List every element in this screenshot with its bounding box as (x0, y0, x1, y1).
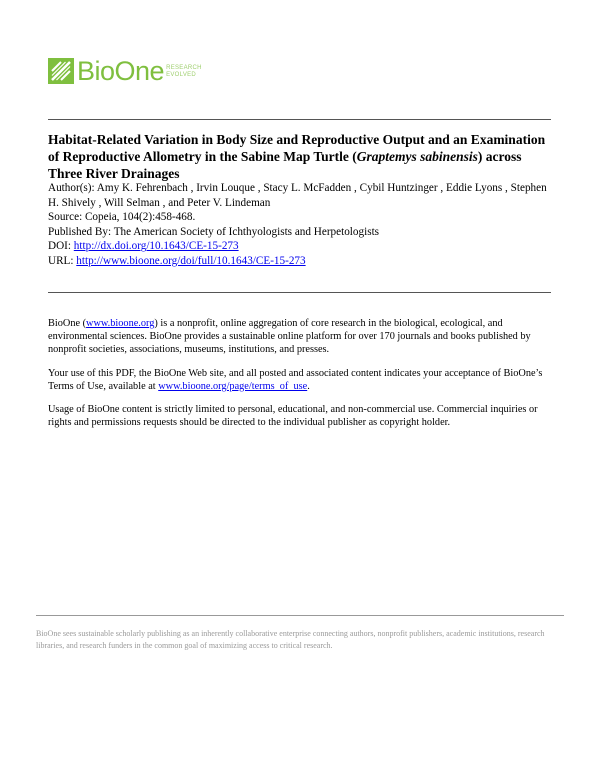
article-title (48, 131, 551, 182)
logo-wordmark: BioOne (77, 56, 165, 86)
logo-tagline (166, 65, 202, 79)
publisher: Published By: The American Society of Ichthyologists and Herpetologists (48, 225, 380, 238)
notice-paragraph-3: Usage of BioOne content is strictly limited to personal, educational, and non-commercial use. Commercial inquiries or rights and permissions requests should be directed to the individual publisher as copyright holder. (48, 404, 538, 429)
footer-divider (36, 615, 564, 616)
p2-text-start: Your use of this PDF, the BioOne Web site, and all posted and associated content indicates your acceptance of BioOne’s Terms of Use, available at (48, 367, 543, 392)
article-metadata (48, 181, 551, 269)
p1-text-start: BioOne ( (48, 318, 87, 329)
source: Source: Copeia, 104(2):458-468. (48, 211, 196, 224)
authors: Author(s): Amy K. Fehrenbach , Irvin Louque , Stacy L. McFadden , Cybil Huntzinger , Eddie Lyons , Stephen H. Shively , Will Selman , and Peter V. Lindeman (48, 182, 547, 209)
notice-section (48, 317, 551, 439)
footer-text: BioOne sees sustainable scholarly publishing as an inherently collaborative enterprise connecting authors, nonprofit publishers, academic institutions, research libraries, and research funders in the common goal of maximizing access to critical research. (36, 629, 545, 650)
bioone-leaf-icon (48, 58, 74, 84)
doi-link[interactable]: http://dx.doi.org/10.1643/CE-15-273 (73, 240, 239, 253)
url-line (48, 254, 551, 269)
terms-of-use-link[interactable]: www.bioone.org/page/terms_of_use (158, 380, 308, 392)
bioone-home-link[interactable]: www.bioone.org (86, 318, 155, 329)
doi-line (48, 239, 551, 254)
url-link[interactable]: http://www.bioone.org/doi/full/10.1643/CE-15-273 (76, 254, 306, 267)
notice-paragraph-1 (48, 317, 551, 357)
url-label: URL: (48, 254, 77, 267)
logo-tagline-line1: RESEARCH (166, 65, 202, 71)
title-species-name: Graptemys sabinensis (356, 149, 478, 164)
logo-tagline-line2: EVOLVED (166, 72, 197, 78)
bioone-logo (48, 58, 202, 84)
doi-label: DOI: (48, 240, 74, 253)
title-part1: Habitat-Related Variation in Body Size and Reproductive Output and an Examination of Reproductive Allometry in the Sabine Map Turtle ( (48, 132, 546, 164)
top-divider (48, 119, 551, 120)
p1-text-end: ) is a nonprofit, online aggregation of core research in the biological, ecological, and environmental sciences. BioOne provides a sustainable online platform for over 170 journals and books published by nonprofit societies, associations, museums, institutions, and presses. (48, 318, 531, 356)
notice-paragraph-2 (48, 367, 551, 393)
title-part2: ) across Three River Drainages (48, 149, 522, 181)
middle-divider (48, 292, 551, 293)
p2-text-end: . (307, 380, 310, 392)
